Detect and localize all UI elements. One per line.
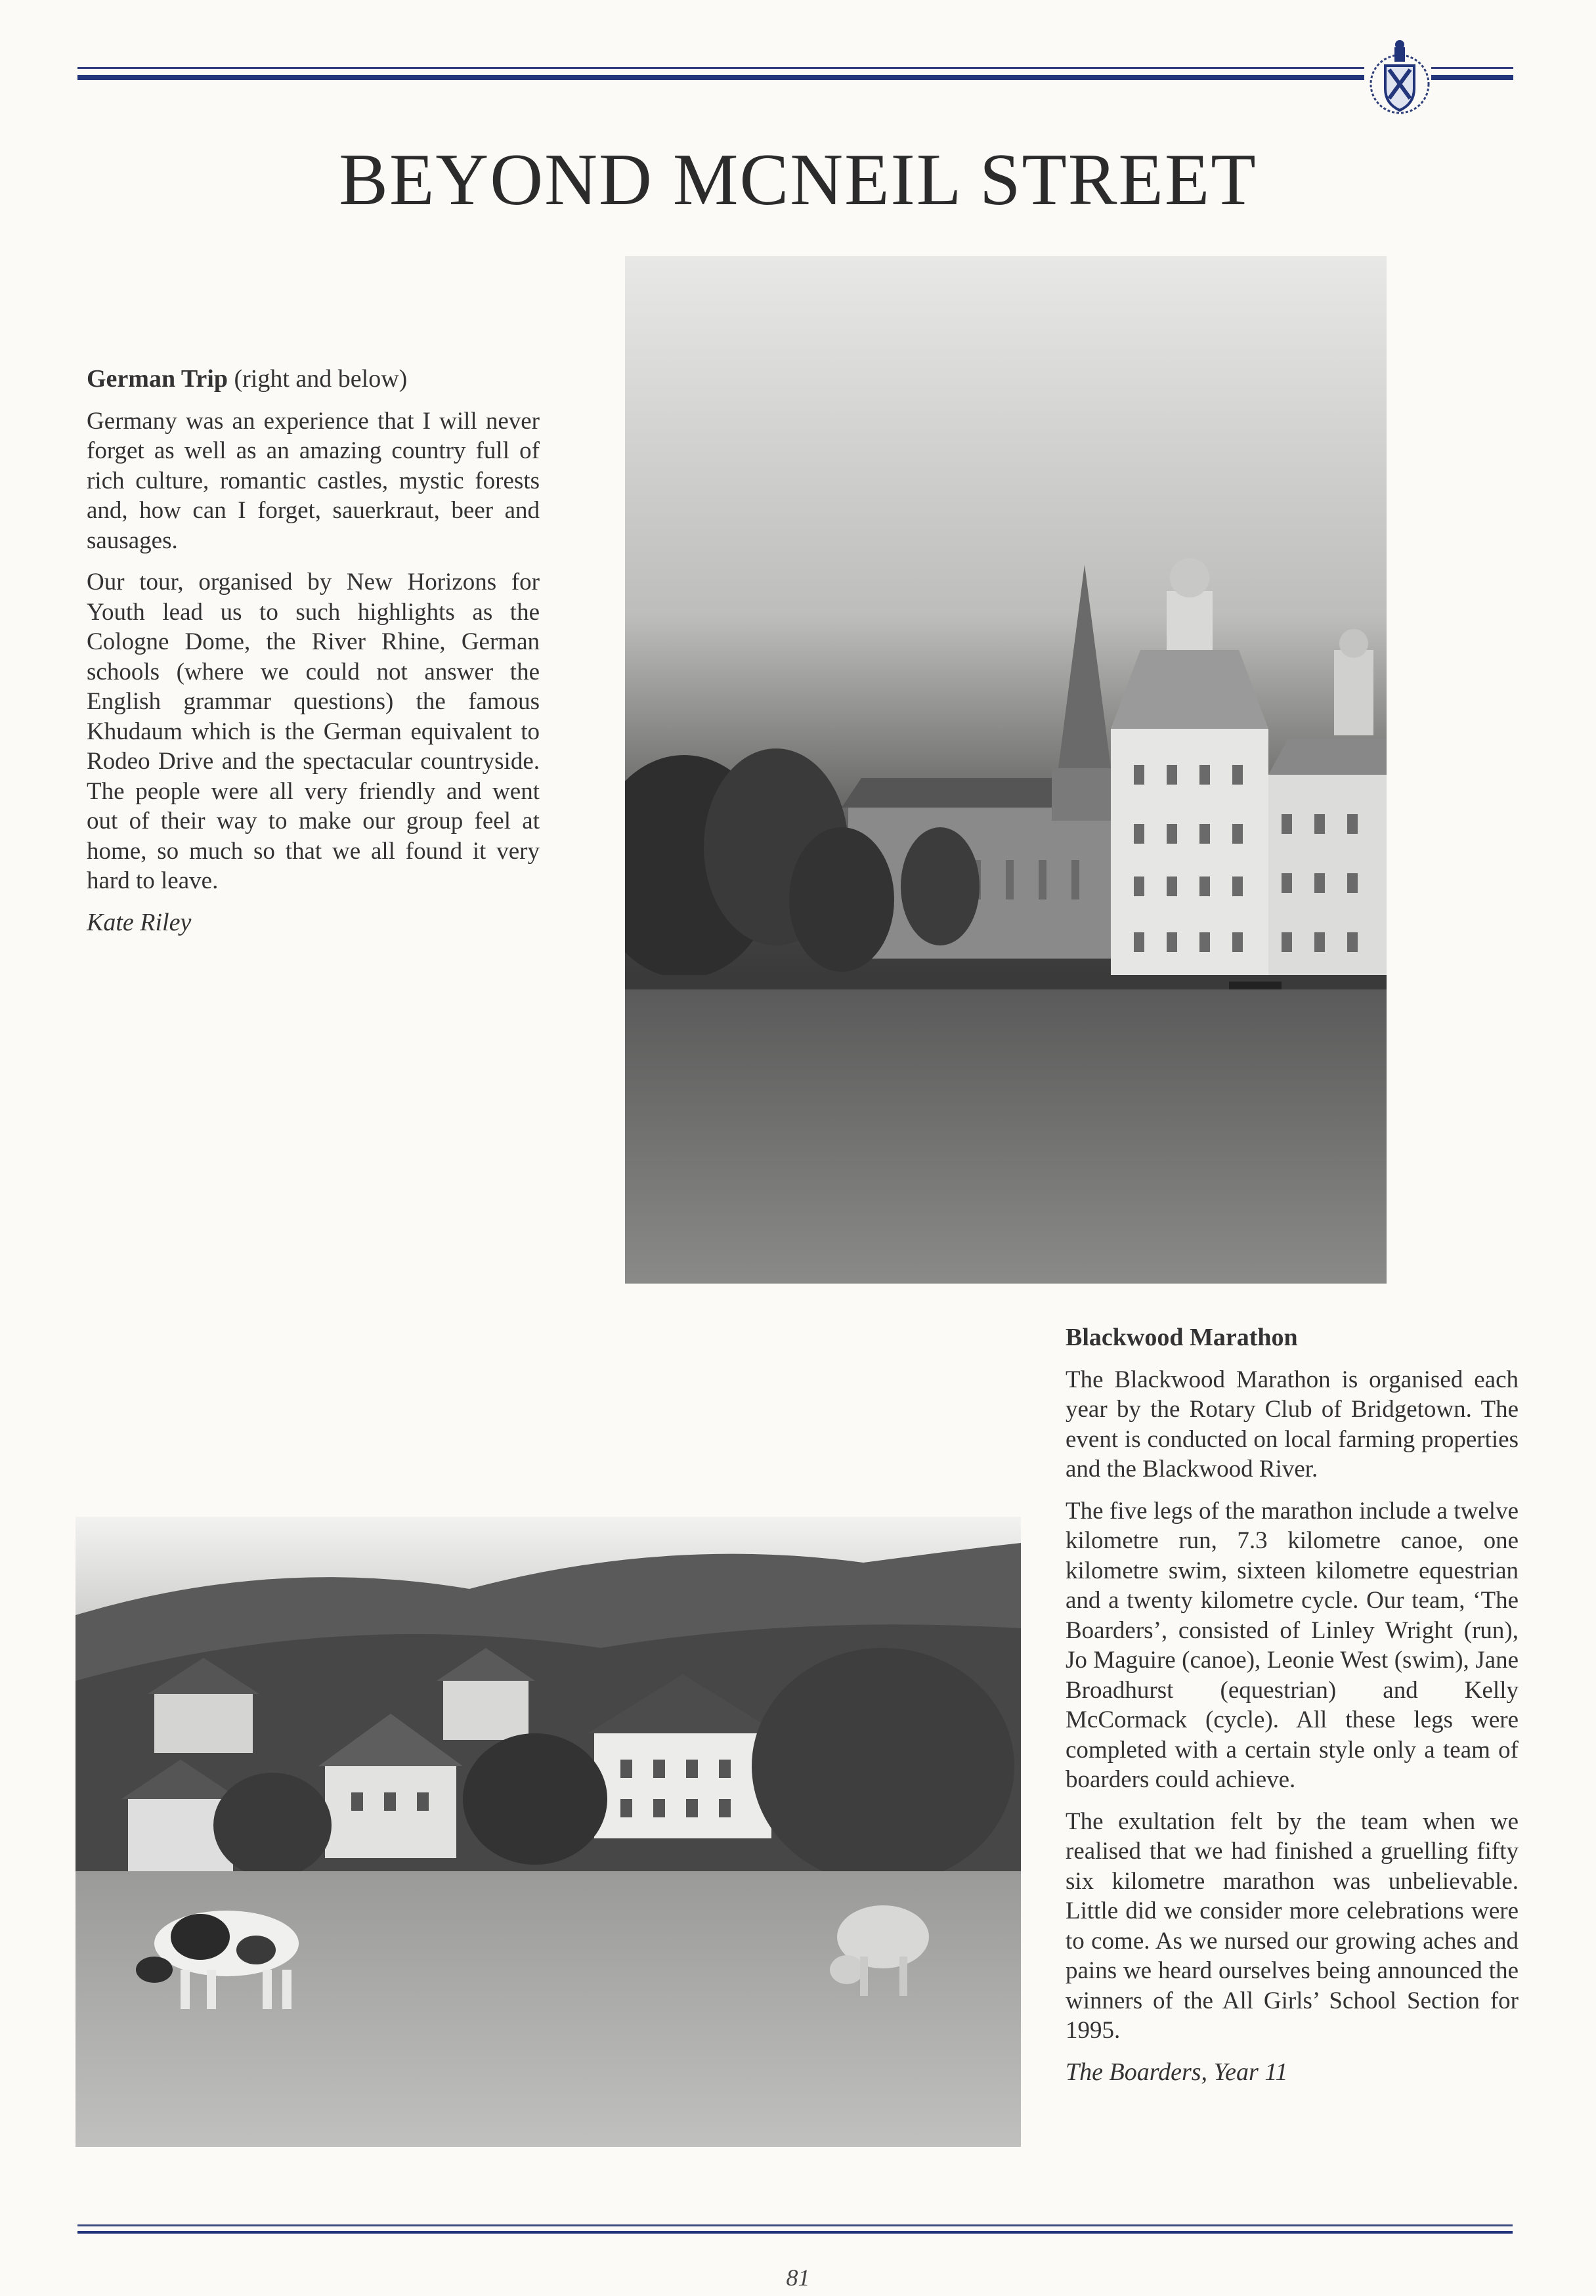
german-trip-paragraph: Germany was an experience that I will never forget as well as an amazing country full of rich culture, romantic castles, mystic forests and, how can I forget, sauerkraut, beer and sausages. xyxy=(87,407,540,554)
page-title: BEYOND MCNEIL STREET xyxy=(339,139,1257,221)
german-trip-heading xyxy=(87,364,540,395)
blackwood-marathon-paragraph: The five legs of the marathon include a twelve kilometre run, 7.3 kilometre canoe, one kilometre swim, sixteen kilometre equestrian and a twenty kilometre cycle. Our team, ‘The Boarders’, consisted of Linley Wright (run), Jo Maguire (canoe), Leonie West (swim), Jane Broadhurst (equestrian) and Kelly McCormack (cycle). All these legs were completed with a certain style only a team of boarders could achieve. xyxy=(1066,1497,1519,1793)
page-number: 81 xyxy=(786,2264,810,2291)
footer-rule-thin xyxy=(77,2224,1513,2226)
blackwood-marathon-author: The Boarders, Year 11 xyxy=(1066,2058,1288,2086)
header-rule-thick xyxy=(77,75,1364,80)
german-trip-author: Kate Riley xyxy=(87,908,192,936)
blackwood-marathon-paragraph: The Blackwood Marathon is organised each year by the Rotary Club of Bridgetown. The event is conducted on local farming properties and the Blackwood River. xyxy=(1066,1366,1519,1483)
header-rule-thin xyxy=(77,67,1364,69)
blackwood-marathon-heading: Blackwood Marathon xyxy=(1066,1324,1298,1351)
header-rule-thick-right xyxy=(1431,75,1513,80)
german-trip-article xyxy=(87,364,540,938)
german-trip-paragraph: Our tour, organised by New Horizons for Youth lead us to such highlights as the Cologne Dome, the River Rhine, German schools (where we could not answer the English grammar questions) the famous Khudaum which is the German equivalent to Rodeo Drive and the spectacular countryside. The people were all very friendly and went out of their way to make our group feel at home, so much so that we all found it very hard to leave. xyxy=(87,569,540,894)
footer-rule-thick xyxy=(77,2231,1513,2234)
blackwood-marathon-article xyxy=(1066,1323,1519,2087)
castle-photo xyxy=(625,256,1387,1284)
blackwood-marathon-paragraph: The exultation felt by the team when we realised that we had finished a gruelling fifty six kilometre marathon was unbelievable. Little did we consider more celebrations were to come. As we nursed our growing aches and pains we heard ourselves being announced the winners of the All Girls’ School Section for 1995. xyxy=(1066,1808,1519,2044)
german-trip-heading-text: German Trip xyxy=(87,365,228,393)
header-rule-thin-right xyxy=(1431,67,1513,69)
village-cows-photo xyxy=(75,1517,1021,2147)
school-crest-icon xyxy=(1366,33,1434,125)
german-trip-heading-note: (right and below) xyxy=(234,365,408,393)
